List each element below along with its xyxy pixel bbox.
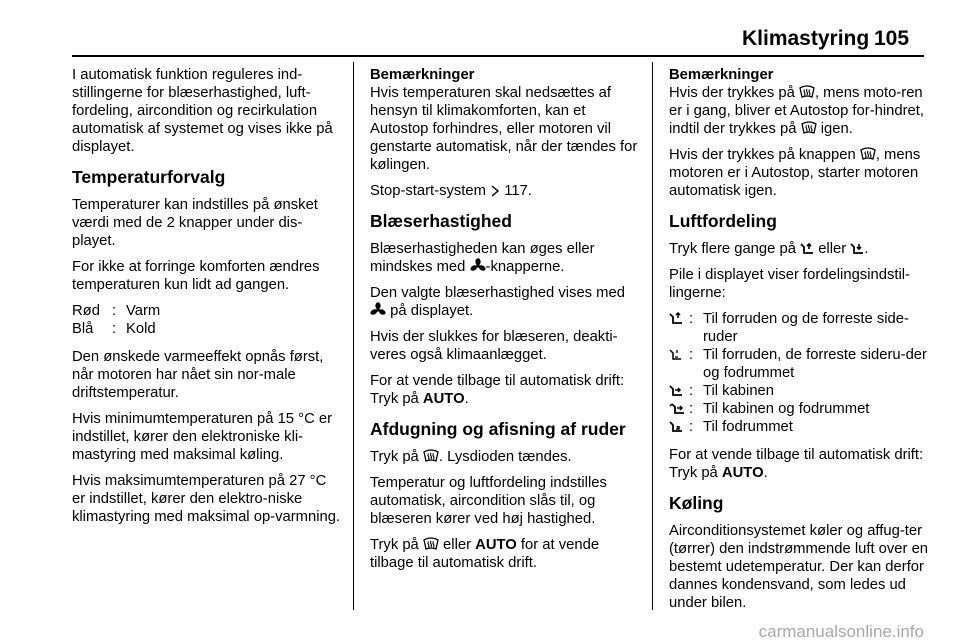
mode-text: Til kabinen: [703, 383, 775, 399]
temperature-paragraph-1: Temperaturer kan indstilles på ønsket værdi med de 2 knapper under dis-playet.: [72, 197, 318, 249]
mode-sep: :: [689, 401, 694, 417]
cooling-heading: Køling: [669, 493, 724, 513]
air-distribution-down-icon: [850, 242, 864, 255]
effect-paragraph: Den ønskede varmeeffekt opnås først, når motoren har nået sin nor-male driftstemperatur.: [72, 349, 324, 401]
stopstart-page: 117.: [504, 183, 532, 199]
auto-label: AUTO: [475, 537, 517, 553]
auto-label: AUTO: [721, 465, 764, 481]
color-sep: :: [112, 321, 117, 337]
color-key-red: Rød: [72, 303, 100, 319]
fan-icon: [370, 302, 386, 317]
defog-p1-text-end: . Lysdioden tændes.: [438, 449, 572, 465]
stopstart-text: Stop-start-system: [370, 183, 486, 199]
watermark: [0, 622, 960, 642]
blower-p2-text-end: på displayet.: [390, 303, 474, 319]
intro-paragraph: I automatisk funktion reguleres ind-stillingerne for blæserhastighed, luft-fordeling, aircondition og recirkulation automatisk af systemet og vises ikke på displayet.: [72, 67, 333, 155]
defog-p3-text-end: for at vende tilbage til automatisk drift.: [370, 537, 600, 571]
air-p3-text: For at vende tilbage til automatisk drift: Tryk på: [669, 447, 924, 481]
defog-paragraph-2: Temperatur og luftfordeling indstilles automatisk, aircondition slås til, og blæseren kører ved høj hastighed.: [370, 475, 607, 527]
air-paragraph-2: Pile i displayet viser fordelingsindstil-lingerne:: [669, 267, 910, 301]
air-paragraph-1: Tryk flere gange på eller .: [669, 241, 869, 257]
temperature-heading: Temperaturforvalg: [72, 167, 226, 187]
blower-paragraph-4: For at vende tilbage til automatisk drift: Tryk på AUTO.: [370, 373, 625, 407]
blower-paragraph-1: [370, 240, 640, 276]
windscreen-defrost-icon: [423, 537, 439, 551]
note-label: Bemærkninger: [669, 67, 774, 83]
column-3: [669, 66, 929, 620]
footwell-icon: [669, 418, 689, 436]
watermark-text: carmanualsonline.info: [758, 622, 924, 641]
air-p1-text: Tryk flere gange på: [669, 241, 796, 257]
mode-text: Til forruden og de forreste side-ruder: [703, 311, 909, 345]
page-header: [0, 0, 960, 54]
color-key-blue: Blå: [72, 321, 94, 337]
defog-p3-text: Tryk på: [370, 537, 419, 553]
note-c: igen.: [820, 121, 853, 137]
mode-sep: :: [689, 383, 694, 399]
windscreen-defrost-icon: [801, 121, 817, 135]
page-reference-arrow-icon: [490, 185, 500, 197]
color-val-warm: Varm: [126, 303, 161, 319]
blower-p2-text: Den valgte blæserhastighed vises med: [370, 285, 625, 301]
note-a: Hvis der trykkes på: [669, 85, 795, 101]
color-legend: [72, 302, 342, 338]
note-paragraph-1: [669, 84, 929, 138]
fan-icon: [470, 258, 486, 273]
blower-paragraph-2: [370, 284, 640, 320]
windscreen-defrost-icon: [860, 147, 876, 161]
defog-heading: Afdugning og afisning af ruder: [370, 419, 626, 439]
color-sep: :: [112, 303, 117, 319]
defog-p1-text: Tryk på: [370, 449, 419, 465]
windscreen-defrost-icon: [799, 85, 815, 99]
column-divider-right: [652, 62, 653, 610]
windscreen-side-foot-icon: [669, 346, 689, 382]
min-temp-paragraph: Hvis minimumtemperaturen på 15 °C er indstillet, kører den elektroniske kli-mastyring med maksimal køling.: [72, 411, 333, 463]
blower-paragraph-3: Hvis der slukkes for blæseren, deakti-veres også klimaanlægget.: [370, 329, 618, 363]
blower-heading: Blæserhastighed: [370, 211, 512, 231]
mode-text: Til kabinen og fodrummet: [703, 401, 870, 417]
air-distribution-heading: Luftfordeling: [669, 211, 777, 231]
stopstart-reference: [370, 182, 640, 200]
mode-sep: :: [689, 419, 694, 435]
windscreen-defrost-icon: [423, 449, 439, 463]
header-rule: [72, 55, 924, 57]
mode-text: Til forruden, de forreste sideru-der og fodrummet: [703, 347, 927, 381]
mode-sep: :: [689, 347, 694, 363]
windscreen-footwell-icon: [669, 310, 689, 346]
cabin-footwell-icon: [669, 400, 689, 418]
air-paragraph-3: For at vende tilbage til automatisk drift: Tryk på AUTO.: [669, 447, 924, 481]
blower-p4-text: For at vende tilbage til automatisk drift: Tryk på: [370, 373, 625, 407]
note-text: Hvis temperaturen skal nedsættes af hensyn til klimakomforten, kan et Autostop forhindres, eller motoren vil genstarte automatisk, når der tændes for kølingen.: [370, 85, 638, 173]
blower-p1-text: Blæserhastigheden kan øges eller mindskes med: [370, 241, 595, 275]
page-number: 105: [874, 27, 910, 50]
chapter-title: Klimastyring: [742, 27, 870, 50]
color-val-cold: Kold: [126, 321, 156, 337]
note2-a: Hvis der trykkes på knappen: [669, 147, 856, 163]
cooling-paragraph: Airconditionsystemet køler og affug-ter (tørrer) den indstrømmende luft over en bestemt udetemperatur. Der kan derfor dannes kondensvand, som ledes ud under bilen.: [669, 523, 929, 611]
auto-label: AUTO: [422, 391, 465, 407]
column-1: [72, 66, 342, 534]
air-mode-list: [669, 310, 929, 436]
defog-p3-or: eller: [443, 537, 472, 553]
note2-b: , mens motoren er i Autostop, starter motoren automatisk igen.: [669, 147, 921, 199]
air-distribution-up-icon: [800, 242, 814, 255]
cabin-icon: [669, 382, 689, 400]
column-divider-left: [353, 62, 354, 610]
blower-p1-text-end: -knapperne.: [485, 259, 565, 275]
note-label: Bemærkninger: [370, 67, 475, 83]
air-p1-or: eller: [818, 241, 847, 257]
note-paragraph-2: [669, 146, 929, 200]
mode-text: Til fodrummet: [703, 419, 793, 435]
defog-paragraph-3: [370, 536, 640, 572]
column-2: [370, 66, 640, 580]
temperature-paragraph-2: For ikke at forringe komforten ændres temperaturen kun lidt ad gangen.: [72, 259, 320, 293]
mode-sep: :: [689, 311, 694, 327]
defog-paragraph-1: [370, 448, 640, 466]
note-b: , mens moto-ren er i gang, bliver et Autostop for-hindret, indtil der trykkes på: [669, 85, 924, 137]
max-temp-paragraph: Hvis maksimumtemperaturen på 27 °C er indstillet, kører den elektro-niske klimastyring med maksimal op-varmning.: [72, 473, 341, 525]
